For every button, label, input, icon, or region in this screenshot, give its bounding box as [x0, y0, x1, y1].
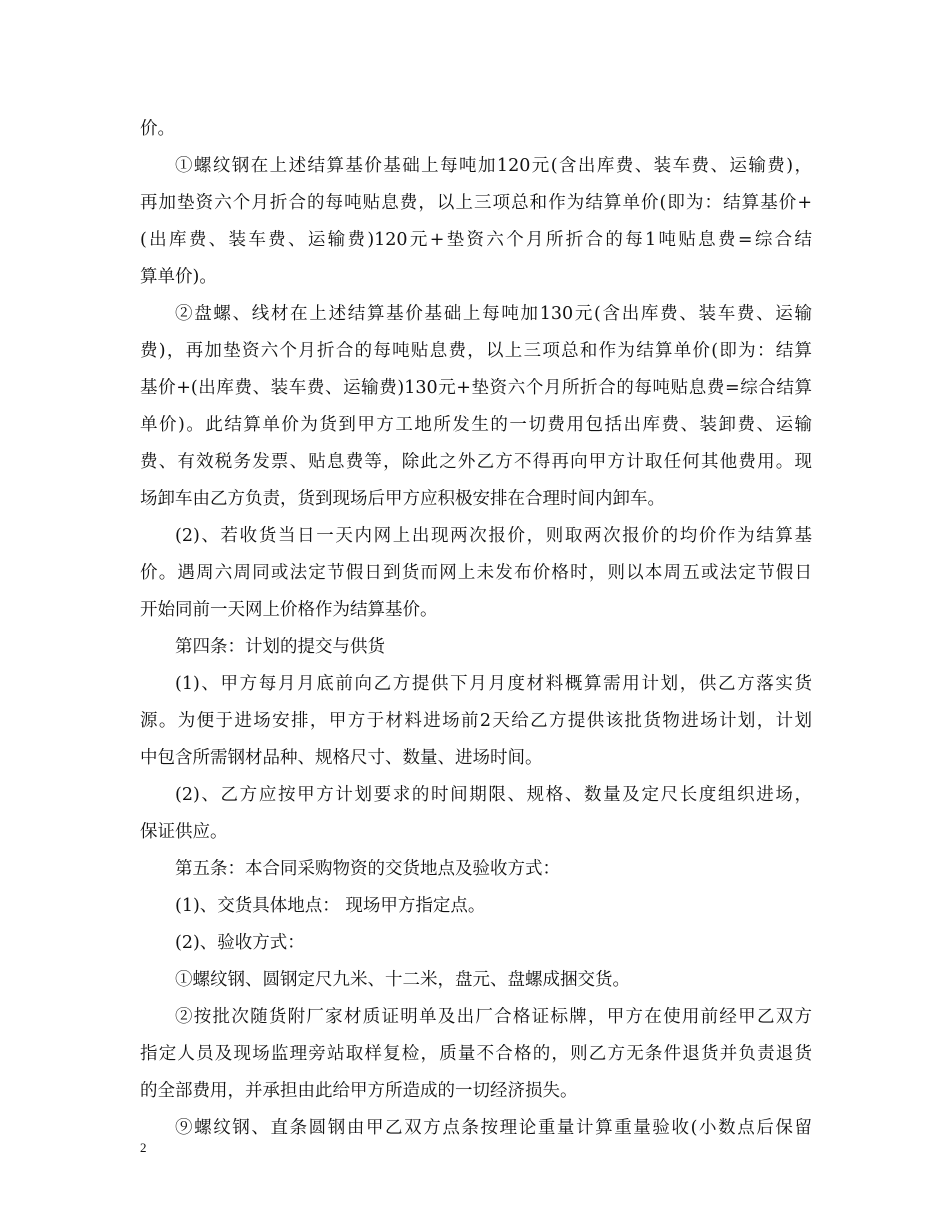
paragraph-line: 保证供应。: [140, 822, 228, 842]
paragraph-line-double-quote: (2)、若收货当日一天内网上出现两次报价，则取两次报价的均价作为结算基: [175, 526, 812, 546]
paragraph-line: 源。为便于进场安排，甲方于材料进场前2天给乙方提供该批货物进场计划，计划: [140, 711, 812, 731]
paragraph-line: 开始同前一天网上价格作为结算基价。: [140, 600, 438, 620]
paragraph-line-continuation: 价。: [140, 119, 175, 139]
paragraph-line: 算单价)。: [140, 267, 217, 287]
paragraph-line: 价。遇周六周同或法定节假日到货而网上未发布价格时，则以本周五或法定节假日: [140, 563, 812, 583]
paragraph-line-monthly-plan: (1)、甲方每月月底前向乙方提供下月月度材料概算需用计划，供乙方落实货: [175, 674, 812, 694]
paragraph-line: 费、有效税务发票、贴息费等，除此之外乙方不得再向甲方计取任何其他费用。现: [140, 452, 812, 472]
paragraph-line: 再加垫资六个月折合的每吨贴息费，以上三项总和作为结算单价(即为：结算基价+: [140, 193, 812, 213]
paragraph-line-quality-check: ②按批次随货附厂家材质证明单及出厂合格证标牌，甲方在使用前经甲乙双方: [175, 1007, 812, 1027]
paragraph-line: (出库费、装车费、运输费)120元+垫资六个月所折合的每1吨贴息费=综合结: [140, 230, 812, 250]
paragraph-line-bundle-delivery: ①螺纹钢、圆钢定尺九米、十二米，盘元、盘螺成捆交货。: [175, 970, 630, 990]
paragraph-line: 的全部费用，并承担由此给甲方所造成的一切经济损失。: [140, 1081, 578, 1101]
page-number: 2: [140, 1140, 147, 1155]
paragraph-line: 费)，再加垫资六个月折合的每吨贴息费，以上三项总和作为结算单价(即为：结算: [140, 341, 812, 361]
paragraph-line-rebar-price: ①螺纹钢在上述结算基价基础上每吨加120元(含出库费、装车费、运输费)，: [175, 156, 812, 176]
article-four-heading: 第四条：计划的提交与供货: [175, 637, 385, 657]
paragraph-line: 基价+(出库费、装车费、运输费)130元+垫资六个月所折合的每吨贴息费=综合结算: [140, 378, 812, 398]
delivery-location: (1)、交货具体地点： 现场甲方指定点。: [175, 896, 486, 916]
paragraph-line-supply: (2)、乙方应按甲方计划要求的时间期限、规格、数量及定尺长度组织进场，: [175, 785, 812, 805]
paragraph-line: 指定人员及现场监理旁站取样复检，质量不合格的，则乙方无条件退货并负责退货: [140, 1044, 812, 1064]
paragraph-line-coil-price: ②盘螺、线材在上述结算基价基础上每吨加130元(含出库费、装车费、运输: [175, 304, 812, 324]
paragraph-line: 场卸车由乙方负责，货到现场后甲方应积极安排在合理时间内卸车。: [140, 489, 665, 509]
acceptance-method-heading: (2)、验收方式：: [175, 933, 305, 953]
paragraph-line: 单价)。此结算单价为货到甲方工地所发生的一切费用包括出库费、装卸费、运输: [140, 415, 812, 435]
paragraph-line: 中包含所需钢材品种、规格尺寸、数量、进场时间。: [140, 748, 543, 768]
article-five-heading: 第五条：本合同采购物资的交货地点及验收方式：: [175, 859, 560, 879]
paragraph-line-weight-check: ⑨螺纹钢、直条圆钢由甲乙双方点条按理论重量计算重量验收(小数点后保留: [175, 1118, 812, 1138]
